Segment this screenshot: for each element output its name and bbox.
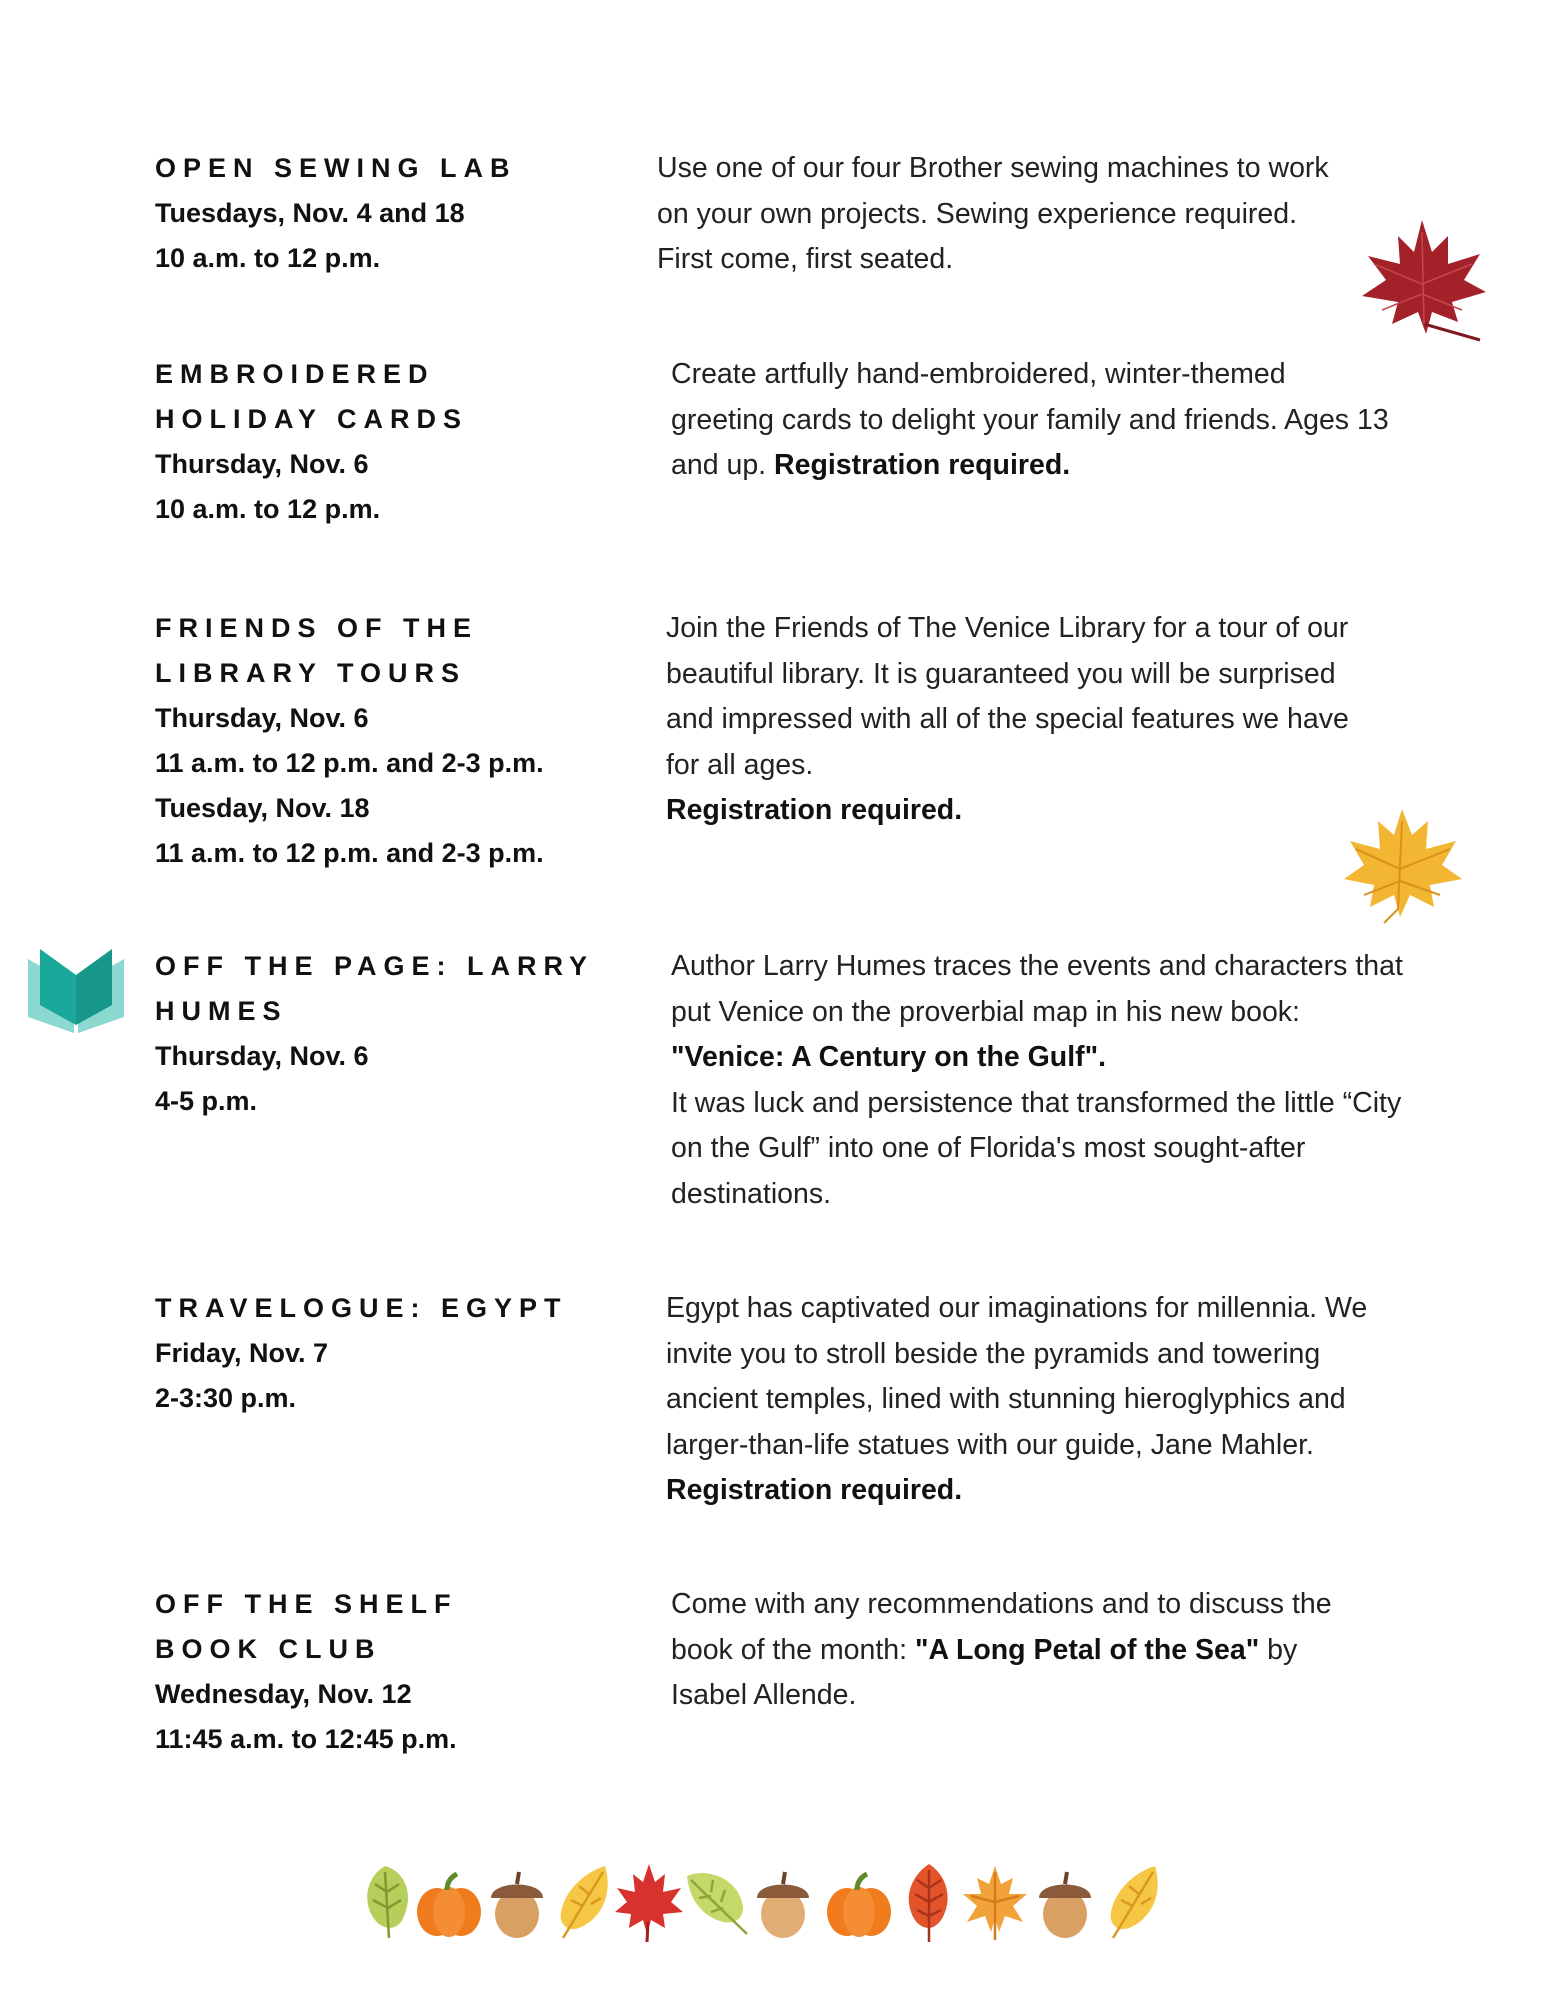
event-title: TRAVELOGUE: EGYPT <box>155 1293 568 1323</box>
event-date: Tuesdays, Nov. 4 and 18 <box>155 198 465 228</box>
event-title: EMBROIDERED HOLIDAY CARDS <box>155 359 469 434</box>
orange-leaf-icon <box>893 1862 965 1942</box>
event-info <box>155 944 615 1124</box>
registration-required: Registration required. <box>666 794 963 826</box>
pumpkin-icon <box>823 1862 895 1942</box>
event-info <box>155 146 615 281</box>
description-text: Join the Friends of The Venice Library for a tour of our beautiful library. It is guaranteed you will be surprised and impressed with all of the special features we have for all ages. <box>666 612 1349 781</box>
event-info <box>155 352 615 532</box>
event-title: OFF THE SHELF BOOK CLUB <box>155 1589 458 1664</box>
event-description <box>671 352 1391 489</box>
event-description <box>666 1286 1406 1514</box>
acorn-cap <box>757 1885 809 1899</box>
registration-required: Registration required. <box>666 1474 963 1506</box>
registration-required: Registration required. <box>774 449 1071 481</box>
event-date: Thursday, Nov. 6 <box>155 1041 369 1071</box>
event-title: OFF THE PAGE: LARRY HUMES <box>155 951 594 1026</box>
red-maple-stem <box>647 1922 648 1942</box>
description-text: Author Larry Humes traces the events and characters that put Venice on the proverbial map in his new book: <box>671 950 1403 1028</box>
green-leaf-icon <box>681 1862 753 1942</box>
acorn-stem <box>783 1872 785 1884</box>
yellow-leaf-icon <box>1099 1862 1171 1942</box>
acorn-icon <box>1029 1862 1101 1942</box>
event-time: 2-3:30 p.m. <box>155 1383 297 1413</box>
event-time: 11 a.m. to 12 p.m. and 2-3 p.m. <box>155 838 544 868</box>
event-info <box>155 606 615 876</box>
event-date: Wednesday, Nov. 12 <box>155 1679 412 1709</box>
description-text: It was luck and persistence that transformed the little “City on the Gulf” into one of Florida's most sought-after destinations. <box>671 1086 1402 1210</box>
red-maple-leaf-stem <box>1424 324 1480 340</box>
event-time: 11 a.m. to 12 p.m. and 2-3 p.m. <box>155 748 544 778</box>
book-title: "A Long Petal of the Sea" <box>915 1633 1260 1666</box>
event-time: 10 a.m. to 12 p.m. <box>155 494 381 524</box>
red-maple-leaf-icon <box>1352 214 1492 344</box>
event-time: 11:45 a.m. to 12:45 p.m. <box>155 1724 457 1754</box>
acorn-cap <box>491 1885 543 1899</box>
event-info <box>155 1286 615 1421</box>
description-text: Use one of our four Brother sewing machines to work on your own projects. Sewing experience required. First come, first seated. <box>657 152 1329 275</box>
orange-maple-icon <box>959 1862 1031 1942</box>
description-text: Create artfully hand-embroidered, winter-themed greeting cards to delight your family and friends. Ages 13 and up. <box>671 358 1389 481</box>
event-time: 10 a.m. to 12 p.m. <box>155 243 381 273</box>
event-info <box>155 1582 615 1762</box>
description-text: Come with any recommendations and to discuss the book of the month: <box>671 1588 1332 1666</box>
event-date: Thursday, Nov. 6 <box>155 703 369 733</box>
description-text: by Isabel Allende. <box>671 1633 1298 1711</box>
event-description <box>657 146 1357 283</box>
acorn-icon <box>747 1862 819 1942</box>
pumpkin-icon <box>413 1862 485 1942</box>
acorn-stem <box>1065 1872 1067 1884</box>
acorn-stem <box>517 1872 519 1884</box>
acorn-icon <box>481 1862 553 1942</box>
acorn-cap <box>1039 1885 1091 1899</box>
autumn-decoration-row <box>355 1862 1185 1942</box>
event-title: OPEN SEWING LAB <box>155 153 517 183</box>
event-date: Friday, Nov. 7 <box>155 1338 329 1368</box>
event-date: Thursday, Nov. 6 <box>155 449 369 479</box>
red-maple-icon <box>613 1862 685 1942</box>
event-title: FRIENDS OF THE LIBRARY TOURS <box>155 613 479 688</box>
book-title: "Venice: A Century on the Gulf". <box>671 1041 1107 1073</box>
event-date: Tuesday, Nov. 18 <box>155 793 370 823</box>
event-description <box>671 944 1411 1217</box>
description-text: Egypt has captivated our imaginations for millennia. We invite you to stroll beside the pyramids and towering ancient temples, lined with stunning hieroglyphics and larger-than-life statues with our guide, Jane Mahler. <box>666 1292 1368 1461</box>
yellow-maple-leaf-icon <box>1340 805 1465 925</box>
yellow-leaf-icon <box>549 1862 621 1942</box>
yellow-maple-leaf-shape <box>1344 809 1462 917</box>
pumpkin-body-center <box>433 1887 465 1937</box>
event-description <box>671 1582 1371 1719</box>
open-book-icon <box>26 947 126 1035</box>
event-description <box>666 606 1386 834</box>
event-time: 4-5 p.m. <box>155 1086 258 1116</box>
green-leaf-shape <box>687 1873 743 1923</box>
pumpkin-body-center <box>843 1887 875 1937</box>
